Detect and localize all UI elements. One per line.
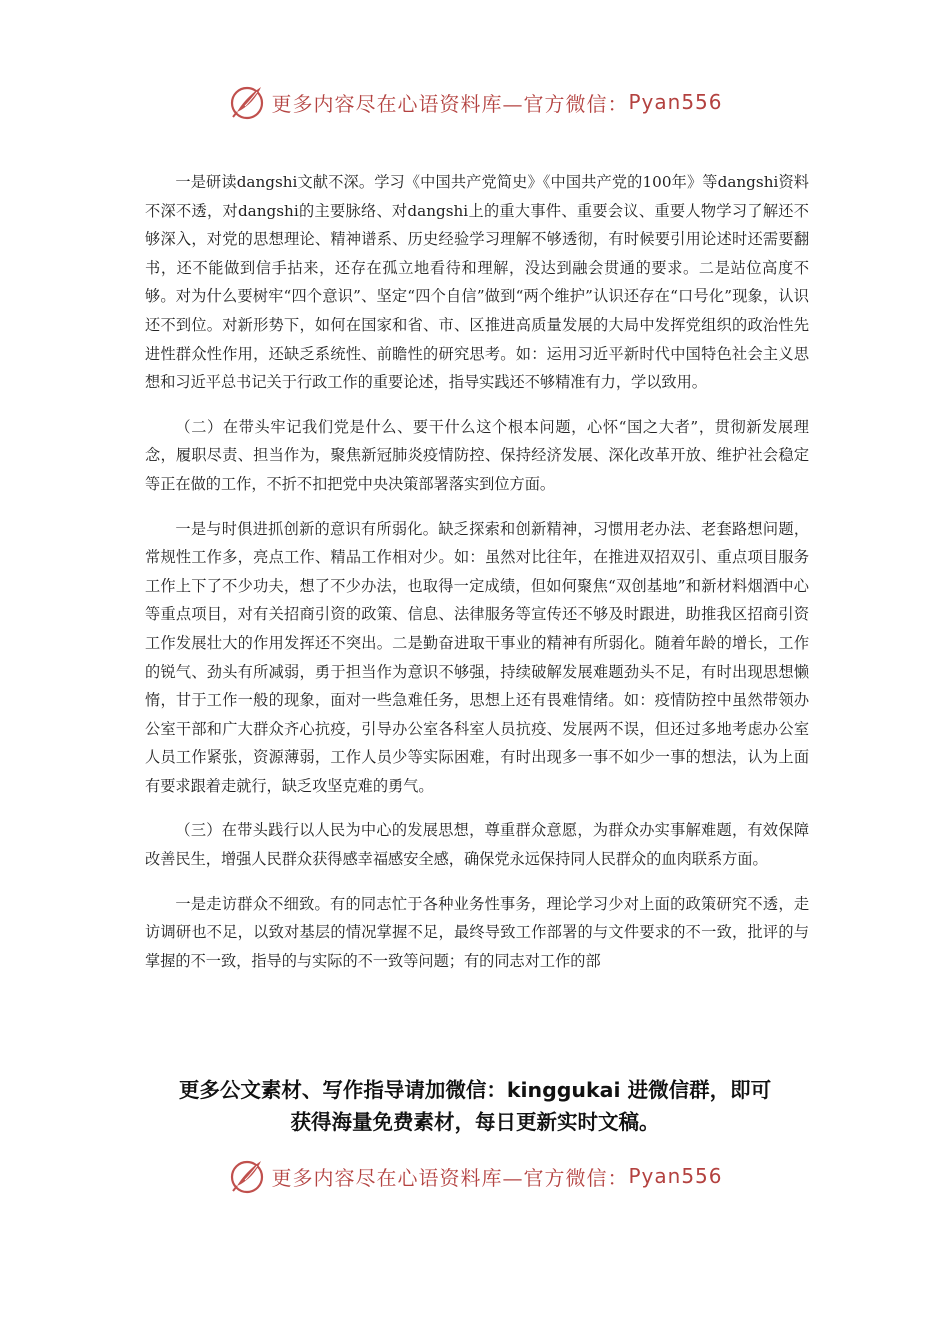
paragraph: （二）在带头牢记我们党是什么、要干什么这个根本问题，心怀“国之大者”，贯彻新发展理念，履职尽责、担当作为，聚焦新冠肺炎疫情防控、保持经济发展、深化改革开放、维护社会稳定等正在做的工作，不折不扣把党中央决策部署落实到位方面。 xyxy=(145,417,809,493)
promo-notice xyxy=(0,1074,950,1138)
banner-wechat-id: Pyan556 xyxy=(628,1164,723,1188)
paragraph: 一是与时俱进抓创新的意识有所弱化。缺乏探索和创新精神，习惯用老办法、老套路想问题，常规性工作多，亮点工作、精品工作相对少。如：虽然对比往年，在推进双招双引、重点项目服务工作上下了不少功夫，想了不少办法，也取得一定成绩，但如何聚焦“双创基地”和新材料烟酒中心等重点项目，对有关招商引资的政策、信息、法律服务等宣传还不够及时跟进，助推我区招商引资工作发展壮大的作用发挥还不突出。二是勤奋进取干事业的精神有所弱化。随着年龄的增长，工作的锐气、劲头有所减弱，勇于担当作为意识不够强，持续破解发展难题劲头不足，有时出现思想懒惰，甘于工作一般的现象，面对一些急难任务，思想上还有畏难情绪。如：疫情防控中虽然带领办公室干部和广大群众齐心抗疫，引导办公室各科室人员抗疫、发展两不误，但还过多地考虑办公室人员工作紧张，资源薄弱，工作人员少等实际困难，有时出现多一事不如少一事的想法，认为上面有要求跟着走就行，缺乏攻坚克难的勇气。 xyxy=(145,519,809,795)
promo-line-2: 获得海量免费素材，每日更新实时文稿。 xyxy=(290,1110,660,1134)
quill-logo-icon xyxy=(227,82,267,122)
paragraph: 一是研读dangshi文献不深。学习《中国共产党简史》《中国共产党的100年》等dangshi资料不深不透，对dangshi的主要脉络、对dangshi上的重大事件、重要会议、重要人物学习了解还不够深入，对党的思想理论、精神谱系、历史经验学习理解不够透彻，有时候要引用论述时还需要翻书，还不能做到信手拈来，还存在孤立地看待和理解，没达到融会贯通的要求。二是站位高度不够。对为什么要树牢“四个意识”、坚定“四个自信”做到“两个维护”认识还存在“口号化”现象，认识还不到位。对新形势下，如何在国家和省、市、区推进高质量发展的大局中发挥党组织的政治性先进性群众性作用，还缺乏系统性、前瞻性的研究思考。如：运用习近平新时代中国特色社会主义思想和习近平总书记关于行政工作的重要论述，指导实践还不够精准有力，学以致用。 xyxy=(145,173,809,392)
document-body xyxy=(145,168,809,991)
header-watermark-banner xyxy=(0,80,950,124)
banner-text: 更多内容尽在心语资料库—官方微信： xyxy=(271,1165,629,1190)
banner-text: 更多内容尽在心语资料库—官方微信： xyxy=(271,91,629,116)
paragraph: 一是走访群众不细致。有的同志忙于各种业务性事务，理论学习少对上面的政策研究不透，走访调研也不足，以致对基层的情况掌握不足，最终导致工作部署的与文件要求的不一致，批评的与掌握的不一致，指导的与实际的不一致等问题；有的同志对工作的部 xyxy=(145,894,809,970)
footer-watermark-banner xyxy=(0,1154,950,1198)
quill-logo-icon xyxy=(227,1156,267,1196)
paragraph: （三）在带头践行以人民为中心的发展思想，尊重群众意愿，为群众办实事解难题，有效保障改善民生，增强人民群众获得感幸福感安全感，确保党永远保持同人民群众的血肉联系方面。 xyxy=(145,821,809,869)
promo-line-1: 更多公文素材、写作指导请加微信：kinggukai 进微信群，即可 xyxy=(178,1078,772,1102)
banner-wechat-id: Pyan556 xyxy=(628,90,723,114)
